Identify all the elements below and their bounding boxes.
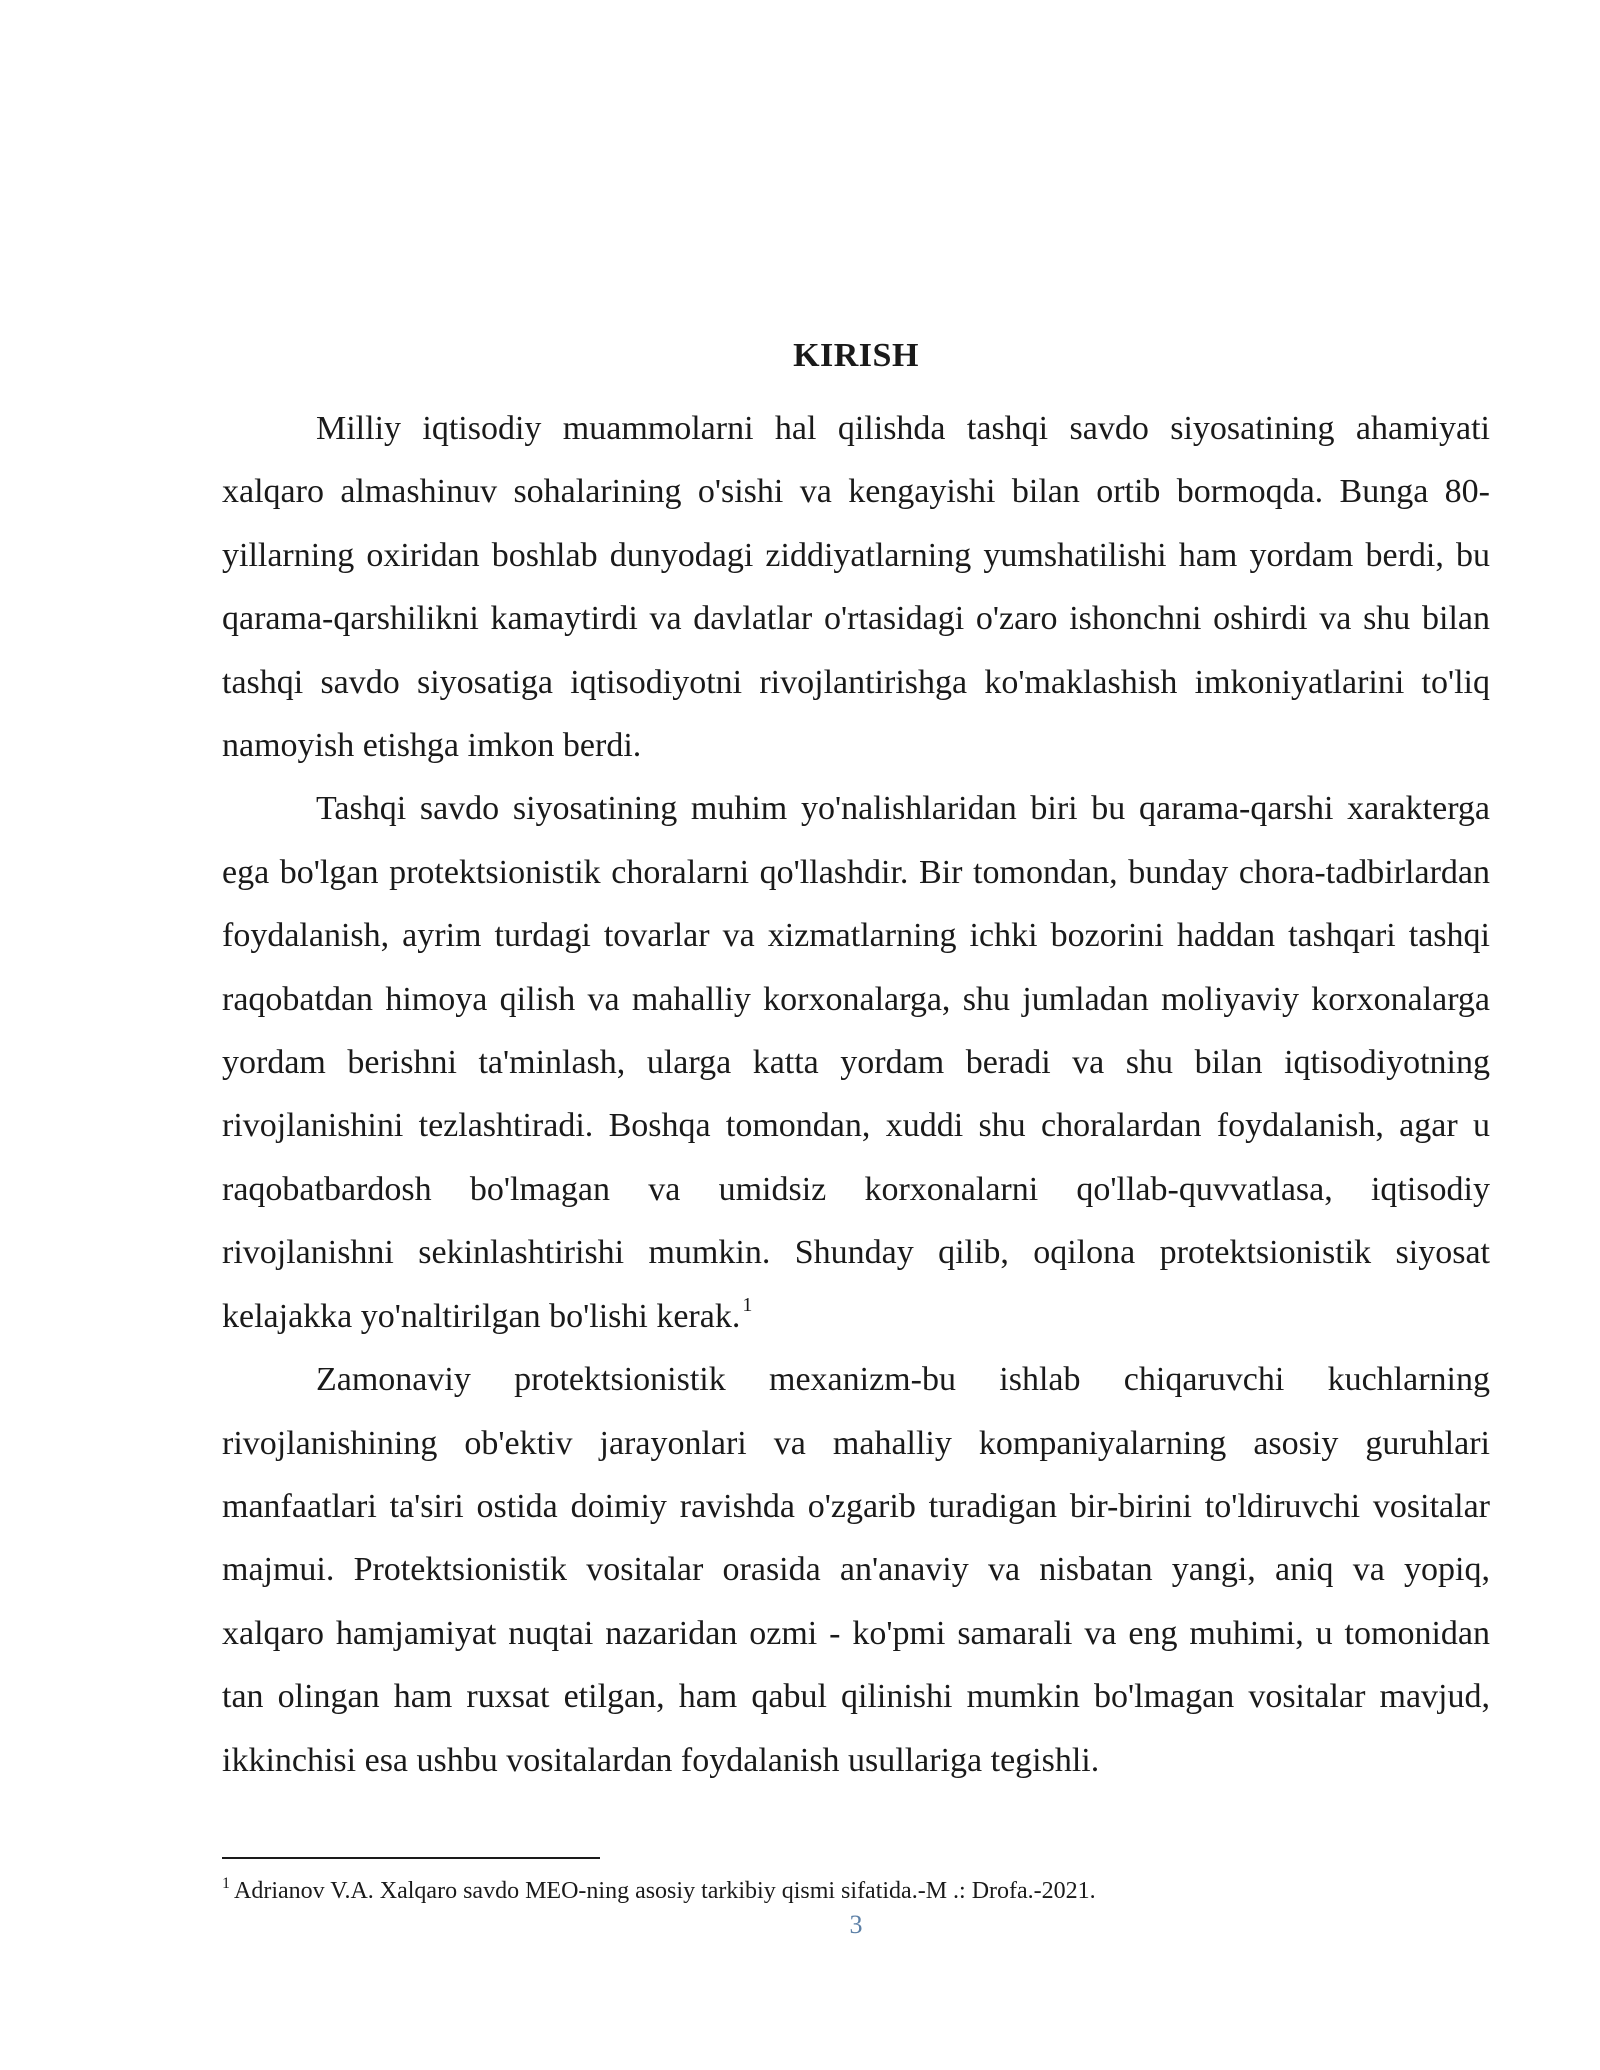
paragraph-2 xyxy=(222,777,1490,1348)
footnote-reference[interactable]: 1 xyxy=(742,1293,753,1316)
footnote xyxy=(222,1874,1490,1908)
paragraph-2-text: Tashqi savdo siyosatining muhim yo'nalishlaridan biri bu qarama-qarshi xarakterga ega bo'lgan protektsionistik choralarni qo'llashdir. Bir tomondan, bunday chora-tadbirlardan foydalanish, ayrim turdagi tovarlar va xizmatlarning ichki bozorini haddan tashqari tashqi raqobatdan himoya qilish va mahalliy korxonalarga, shu jumladan moliyaviy korxonalarga yordam berishni ta'minlash, ularga katta yordam beradi va shu bilan iqtisodiyotning rivojlanishini tezlashtiradi. Boshqa tomondan, xuddi shu choralardan foydalanish, agar u raqobatbardosh bo'lmagan va umidsiz korxonalarni qo'llab-quvvatlasa, iqtisodiy rivojlanishni sekinlashtirishi mumkin. Shunday qilib, oqilona protektsionistik siyosat kelajakka yo'naltirilgan bo'lishi kerak. xyxy=(222,790,1490,1335)
paragraph-1 xyxy=(222,397,1490,777)
footnote-marker: 1 xyxy=(222,1875,230,1892)
page-number: 3 xyxy=(849,1910,863,1939)
body-text xyxy=(222,397,1490,1792)
footnote-text: Adrianov V.A. Xalqaro savdo MEO-ning asosiy tarkibiy qismi sifatida.-M .: Drofa.-2021. xyxy=(234,1878,1096,1904)
paragraph-3-text: Zamonaviy protektsionistik mexanizm-bu ishlab chiqaruvchi kuchlarning rivojlanishining ob'ektiv jarayonlari va mahalliy kompaniyalarning asosiy guruhlari manfaatlari ta'siri ostida doimiy ravishda o'zgarib turadigan bir-birini to'ldiruvchi vositalar majmui. Protektsionistik vositalar orasida an'anaviy va nisbatan yangi, aniq va yopiq, xalqaro hamjamiyat nuqtai nazaridan ozmi - ko'pmi samarali va eng muhimi, u tomonidan tan olingan ham ruxsat etilgan, ham qabul qilinishi mumkin bo'lmagan vositalar mavjud, ikkinchisi esa ushbu vositalardan foydalanish usullariga tegishli. xyxy=(222,1361,1490,1779)
footnote-separator xyxy=(222,1857,600,1859)
document-page xyxy=(222,0,1490,2070)
paragraph-3 xyxy=(222,1348,1490,1792)
paragraph-1-text: Milliy iqtisodiy muammolarni hal qilishda tashqi savdo siyosatining ahamiyati xalqaro almashinuv sohalarining o'sishi va kengayishi bilan ortib bormoqda. Bunga 80-yillarning oxiridan boshlab dunyodagi ziddiyatlarning yumshatilishi ham yordam berdi, bu qarama-qarshilikni kamaytirdi va davlatlar o'rtasidagi o'zaro ishonchni oshirdi va shu bilan tashqi savdo siyosatiga iqtisodiyotni rivojlantirishga ko'maklashish imkoniyatlarini to'liq namoyish etishga imkon berdi. xyxy=(222,410,1490,765)
section-title: KIRISH xyxy=(793,337,919,374)
